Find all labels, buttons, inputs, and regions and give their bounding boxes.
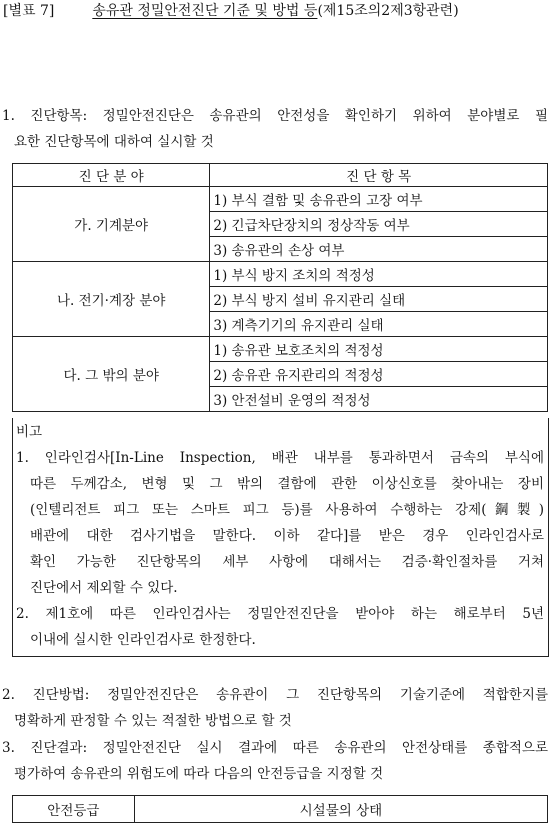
annex-label: [별표 7] [3, 3, 55, 19]
item-cell: 2) 송유관 유지관리의 적정성 [210, 362, 548, 387]
notes-heading: 비고 [16, 424, 43, 440]
title-suffix: (제15조의2제3항관련) [317, 3, 459, 19]
category-mechanical: 가. 기계분야 [13, 187, 210, 262]
note-line: 진단에서 제외할 수 있다. [30, 580, 178, 596]
table-header-row [13, 164, 548, 187]
section3-line2: 평가하여 송유관의 위험도에 따라 다음의 안전등급을 지정할 것 [14, 766, 384, 782]
item-cell: 3) 송유관의 손상 여부 [210, 237, 548, 262]
note-line: 2. 제1호에 따른 인라인검사는 정밀안전진단을 받아야 하는 해로부터 5년 [16, 606, 544, 622]
item-cell: 3) 안전설비 운영의 적정성 [210, 387, 548, 412]
header-field: 진 단 분 야 [13, 164, 210, 187]
note-line: 확인 가능한 진단항목의 세부 사항에 대해서는 검증·확인절차를 거쳐 [30, 554, 544, 570]
section3-line1: 3. 진단결과: 정밀안전진단 실시 결과에 따른 송유관의 안전상태를 종합적으로 [2, 740, 548, 756]
grade-header-row [13, 796, 548, 823]
document-title [0, 0, 551, 20]
section2-line1: 2. 진단방법: 정밀안전진단은 송유관이 그 진단항목의 기술기준에 적합한지를 [2, 687, 548, 703]
grade-table [12, 795, 548, 823]
item-cell: 2) 긴급차단장치의 정상작동 여부 [210, 212, 548, 237]
category-electrical: 나. 전기·계장 분야 [13, 262, 210, 337]
table-row [13, 337, 548, 362]
item-cell: 1) 부식 결함 및 송유관의 고장 여부 [210, 187, 548, 212]
title-main: 송유관 정밀안전진단 기준 및 방법 등 [92, 3, 318, 19]
category-other: 다. 그 밖의 분야 [13, 337, 210, 412]
item-cell: 1) 부식 방지 조치의 적정성 [210, 262, 548, 287]
header-items: 진 단 항 목 [210, 164, 548, 187]
item-cell: 1) 송유관 보호조치의 적정성 [210, 337, 548, 362]
note-line: 1. 인라인검사[In-Line Inspection, 배관 내부를 통과하면서 금속의 부식에 [16, 450, 544, 466]
table-row [13, 262, 548, 287]
note-line: 따른 두께감소, 변형 및 그 밖의 결함에 관한 이상신호를 찾아내는 장비 [30, 476, 544, 492]
note-line: 배관에 대한 검사기법을 말한다. 이하 같다]를 받은 경우 인라인검사로 [30, 528, 544, 544]
section1-line1: 1. 진단항목: 정밀안전진단은 송유관의 안전성을 확인하기 위하여 분야별로 필 [2, 108, 548, 124]
section2-line2: 명확하게 판정할 수 있는 적절한 방법으로 할 것 [14, 713, 292, 729]
note-line: (인텔리전트 피그 또는 스마트 피그 등)를 사용하여 수행하는 강제(鋼製) [30, 502, 544, 518]
header-grade: 안전등급 [13, 796, 135, 823]
section1-line2: 요한 진단항목에 대하여 실시할 것 [14, 134, 214, 150]
item-cell: 3) 계측기기의 유지관리 실태 [210, 312, 548, 337]
header-facility-status: 시설물의 상태 [134, 796, 547, 823]
diagnosis-table [12, 163, 548, 412]
note-line: 이내에 실시한 인라인검사로 한정한다. [30, 632, 256, 648]
table-row [13, 187, 548, 212]
notes-box [12, 418, 549, 657]
item-cell: 2) 부식 방지 설비 유지관리 실태 [210, 287, 548, 312]
